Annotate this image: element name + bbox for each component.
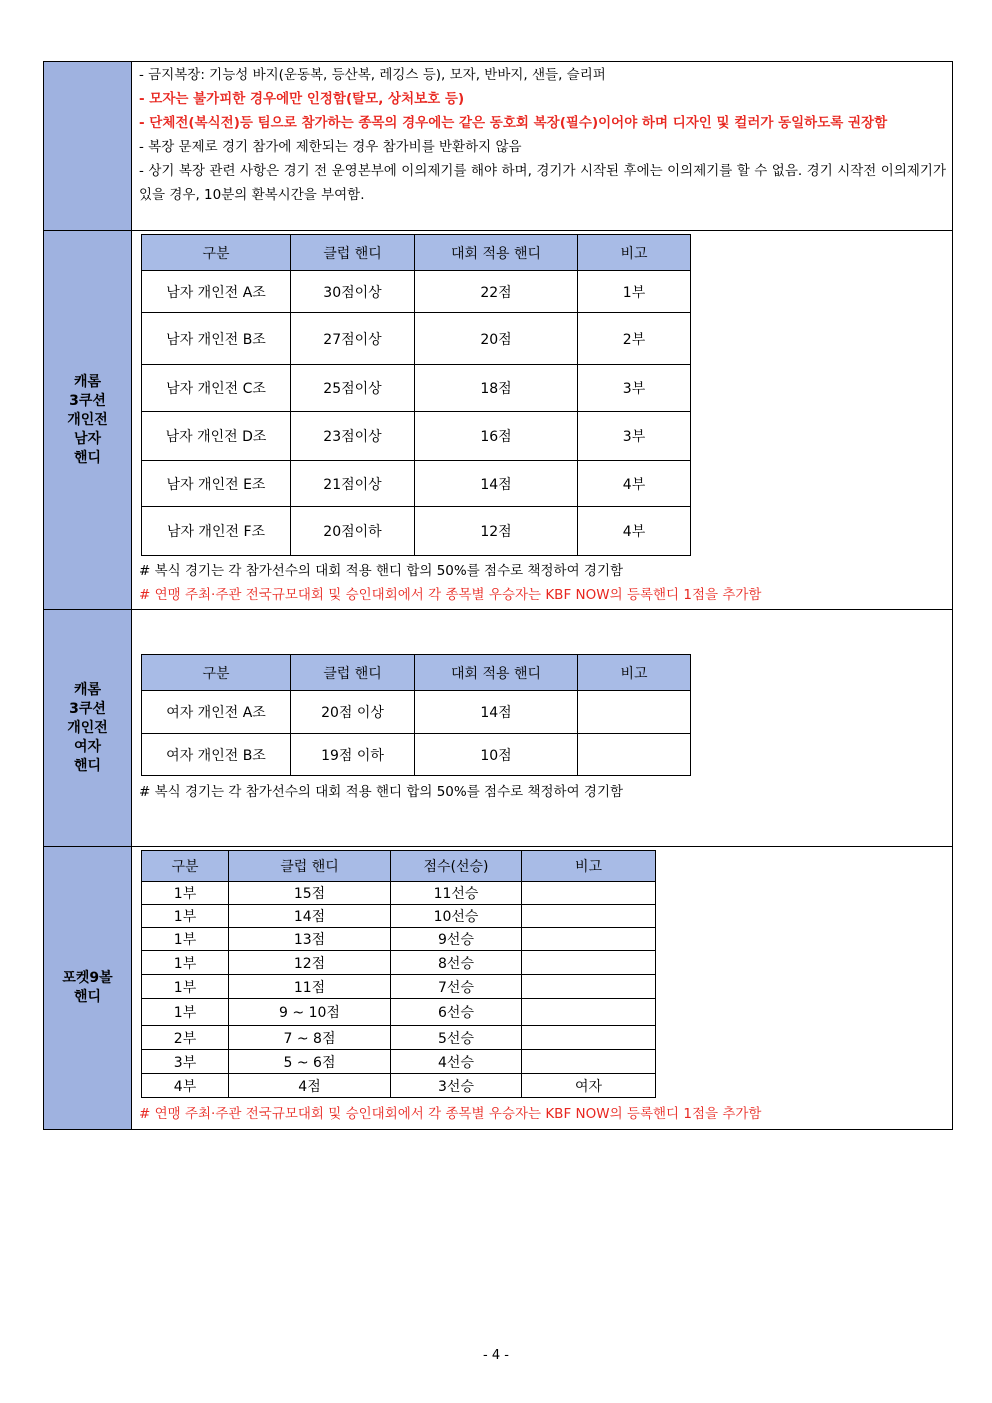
cell: 19점 이하 [291,734,415,776]
women-handicap-cell [132,610,953,847]
cell: 여자 개인전 A조 [142,691,291,734]
attire-rule-2: - 모자는 불가피한 경우에만 인정함(탈모, 상처보호 등) [139,91,465,107]
cell [522,905,656,928]
cell: 1부 [142,905,229,928]
col-header: 비고 [522,851,656,882]
col-header: 클럽 핸디 [291,235,415,271]
cell: 7선승 [391,975,522,999]
women-doubles-note: # 복식 경기는 각 참가선수의 대회 적용 핸디 합의 50%를 점수로 책정하여 경기함 [139,784,624,800]
cell [522,1050,656,1074]
cell [578,691,691,734]
col-header: 구분 [142,235,291,271]
cell: 1부 [142,882,229,905]
table-row [142,313,691,365]
table-row [142,975,656,999]
cell: 10선승 [391,905,522,928]
cell: 8선승 [391,951,522,975]
attire-label-cell [44,62,132,231]
pocket-winner-note: # 연맹 주최·주관 전국규모대회 및 승인대회에서 각 종목별 우승자는 KBF NOW의 등록핸디 1점을 추가함 [139,1106,762,1122]
col-header: 대회 적용 핸디 [415,235,578,271]
women-label-line: 3쿠션 [69,700,106,717]
cell: 13점 [229,928,391,951]
table-row [142,365,691,412]
cell: 남자 개인전 D조 [142,412,291,461]
cell: 1부 [578,271,691,313]
col-header: 클럽 핸디 [291,655,415,691]
cell: 1부 [142,975,229,999]
attire-rules-cell [132,62,953,231]
cell: 4부 [142,1074,229,1098]
cell: 18점 [415,365,578,412]
col-header: 구분 [142,851,229,882]
men-handicap-table [141,234,691,556]
women-label-line: 개인전 [67,719,108,736]
men-label-line: 핸디 [73,449,102,466]
men-label-line: 3쿠션 [69,392,106,409]
table-row [142,999,656,1026]
cell: 남자 개인전 C조 [142,365,291,412]
cell [522,951,656,975]
table-row [142,461,691,507]
cell: 3부 [578,412,691,461]
pocket-handicap-label [44,847,132,1130]
cell: 4선승 [391,1050,522,1074]
men-doubles-note: # 복식 경기는 각 참가선수의 대회 적용 핸디 합의 50%를 점수로 책정하여 경기함 [139,563,624,579]
table-row [142,928,656,951]
cell: 14점 [415,691,578,734]
attire-rule-1: - 금지복장: 기능성 바지(운동복, 등산복, 레깅스 등), 모자, 반바지, 샌들, 슬리퍼 [139,67,606,83]
cell: 남자 개인전 F조 [142,507,291,556]
table-row [142,1026,656,1050]
pocket-label-line: 포켓9볼 [62,970,113,986]
cell: 남자 개인전 A조 [142,271,291,313]
cell: 5선승 [391,1026,522,1050]
women-label-line: 여자 [73,738,102,755]
cell: 30점이상 [291,271,415,313]
cell [522,928,656,951]
col-header: 점수(선승) [391,851,522,882]
cell: 3부 [578,365,691,412]
cell [522,999,656,1026]
page-number: - 4 - [483,1348,509,1363]
table-row [142,905,656,928]
cell: 14점 [229,905,391,928]
cell: 15점 [229,882,391,905]
cell: 11선승 [391,882,522,905]
cell: 4부 [578,461,691,507]
cell: 5 ~ 6점 [229,1050,391,1074]
cell: 16점 [415,412,578,461]
cell: 남자 개인전 E조 [142,461,291,507]
attire-rule-5: - 상기 복장 관련 사항은 경기 전 운영본부에 이의제기를 해야 하며, 경기가 시작된 후에는 이의제기를 할 수 없음. 경기 시작전 이의제기가 있을 경우, 10분의 환복시간을 부여함. [139,163,946,203]
cell: 14점 [415,461,578,507]
cell [522,1026,656,1050]
women-handicap-label [44,610,132,847]
cell: 22점 [415,271,578,313]
cell: 여자 개인전 B조 [142,734,291,776]
men-handicap-label [44,231,132,610]
men-label-line: 개인전 [67,411,108,428]
col-header: 대회 적용 핸디 [415,655,578,691]
table-row [142,507,691,556]
table-row [142,271,691,313]
col-header: 구분 [142,655,291,691]
cell: 9선승 [391,928,522,951]
cell: 여자 [522,1074,656,1098]
cell [522,882,656,905]
cell: 9 ~ 10점 [229,999,391,1026]
cell: 1부 [142,928,229,951]
cell: 10점 [415,734,578,776]
cell: 3부 [142,1050,229,1074]
cell: 23점이상 [291,412,415,461]
attire-rule-4: - 복장 문제로 경기 참가에 제한되는 경우 참가비를 반환하지 않음 [139,139,522,155]
cell: 6선승 [391,999,522,1026]
cell: 25점이상 [291,365,415,412]
women-handicap-table [141,654,691,776]
pocket-label-line: 핸디 [73,989,102,1005]
cell: 11점 [229,975,391,999]
col-header: 비고 [578,655,691,691]
table-row [142,691,691,734]
cell: 12점 [415,507,578,556]
cell: 3선승 [391,1074,522,1098]
cell: 4점 [229,1074,391,1098]
cell: 7 ~ 8점 [229,1026,391,1050]
table-row [142,951,656,975]
table-row [142,882,656,905]
cell: 2부 [142,1026,229,1050]
men-winner-note: # 연맹 주최·주관 전국규모대회 및 승인대회에서 각 종목별 우승자는 KBF NOW의 등록핸디 1점을 추가함 [139,587,762,603]
table-row [142,1050,656,1074]
cell: 20점이하 [291,507,415,556]
table-row [142,1074,656,1098]
table-row [142,412,691,461]
attire-rule-3: - 단체전(복식전)등 팀으로 참가하는 종목의 경우에는 같은 동호회 복장(필수)이어야 하며 디자인 및 컬러가 동일하도록 권장함 [139,115,888,131]
cell: 20점 이상 [291,691,415,734]
pocket-handicap-table [141,850,656,1098]
men-label-line: 남자 [73,430,102,447]
cell: 12점 [229,951,391,975]
table-row [142,734,691,776]
women-label-line: 핸디 [73,757,102,774]
men-label-line: 캐롬 [73,373,102,390]
rules-table [43,61,953,1130]
cell: 27점이상 [291,313,415,365]
cell [522,975,656,999]
col-header: 비고 [578,235,691,271]
cell: 21점이상 [291,461,415,507]
col-header: 클럽 핸디 [229,851,391,882]
cell [578,734,691,776]
cell: 20점 [415,313,578,365]
cell: 1부 [142,999,229,1026]
cell: 1부 [142,951,229,975]
men-handicap-cell [132,231,953,610]
women-label-line: 캐롬 [73,681,102,698]
cell: 남자 개인전 B조 [142,313,291,365]
pocket-handicap-cell [132,847,953,1130]
cell: 4부 [578,507,691,556]
cell: 2부 [578,313,691,365]
